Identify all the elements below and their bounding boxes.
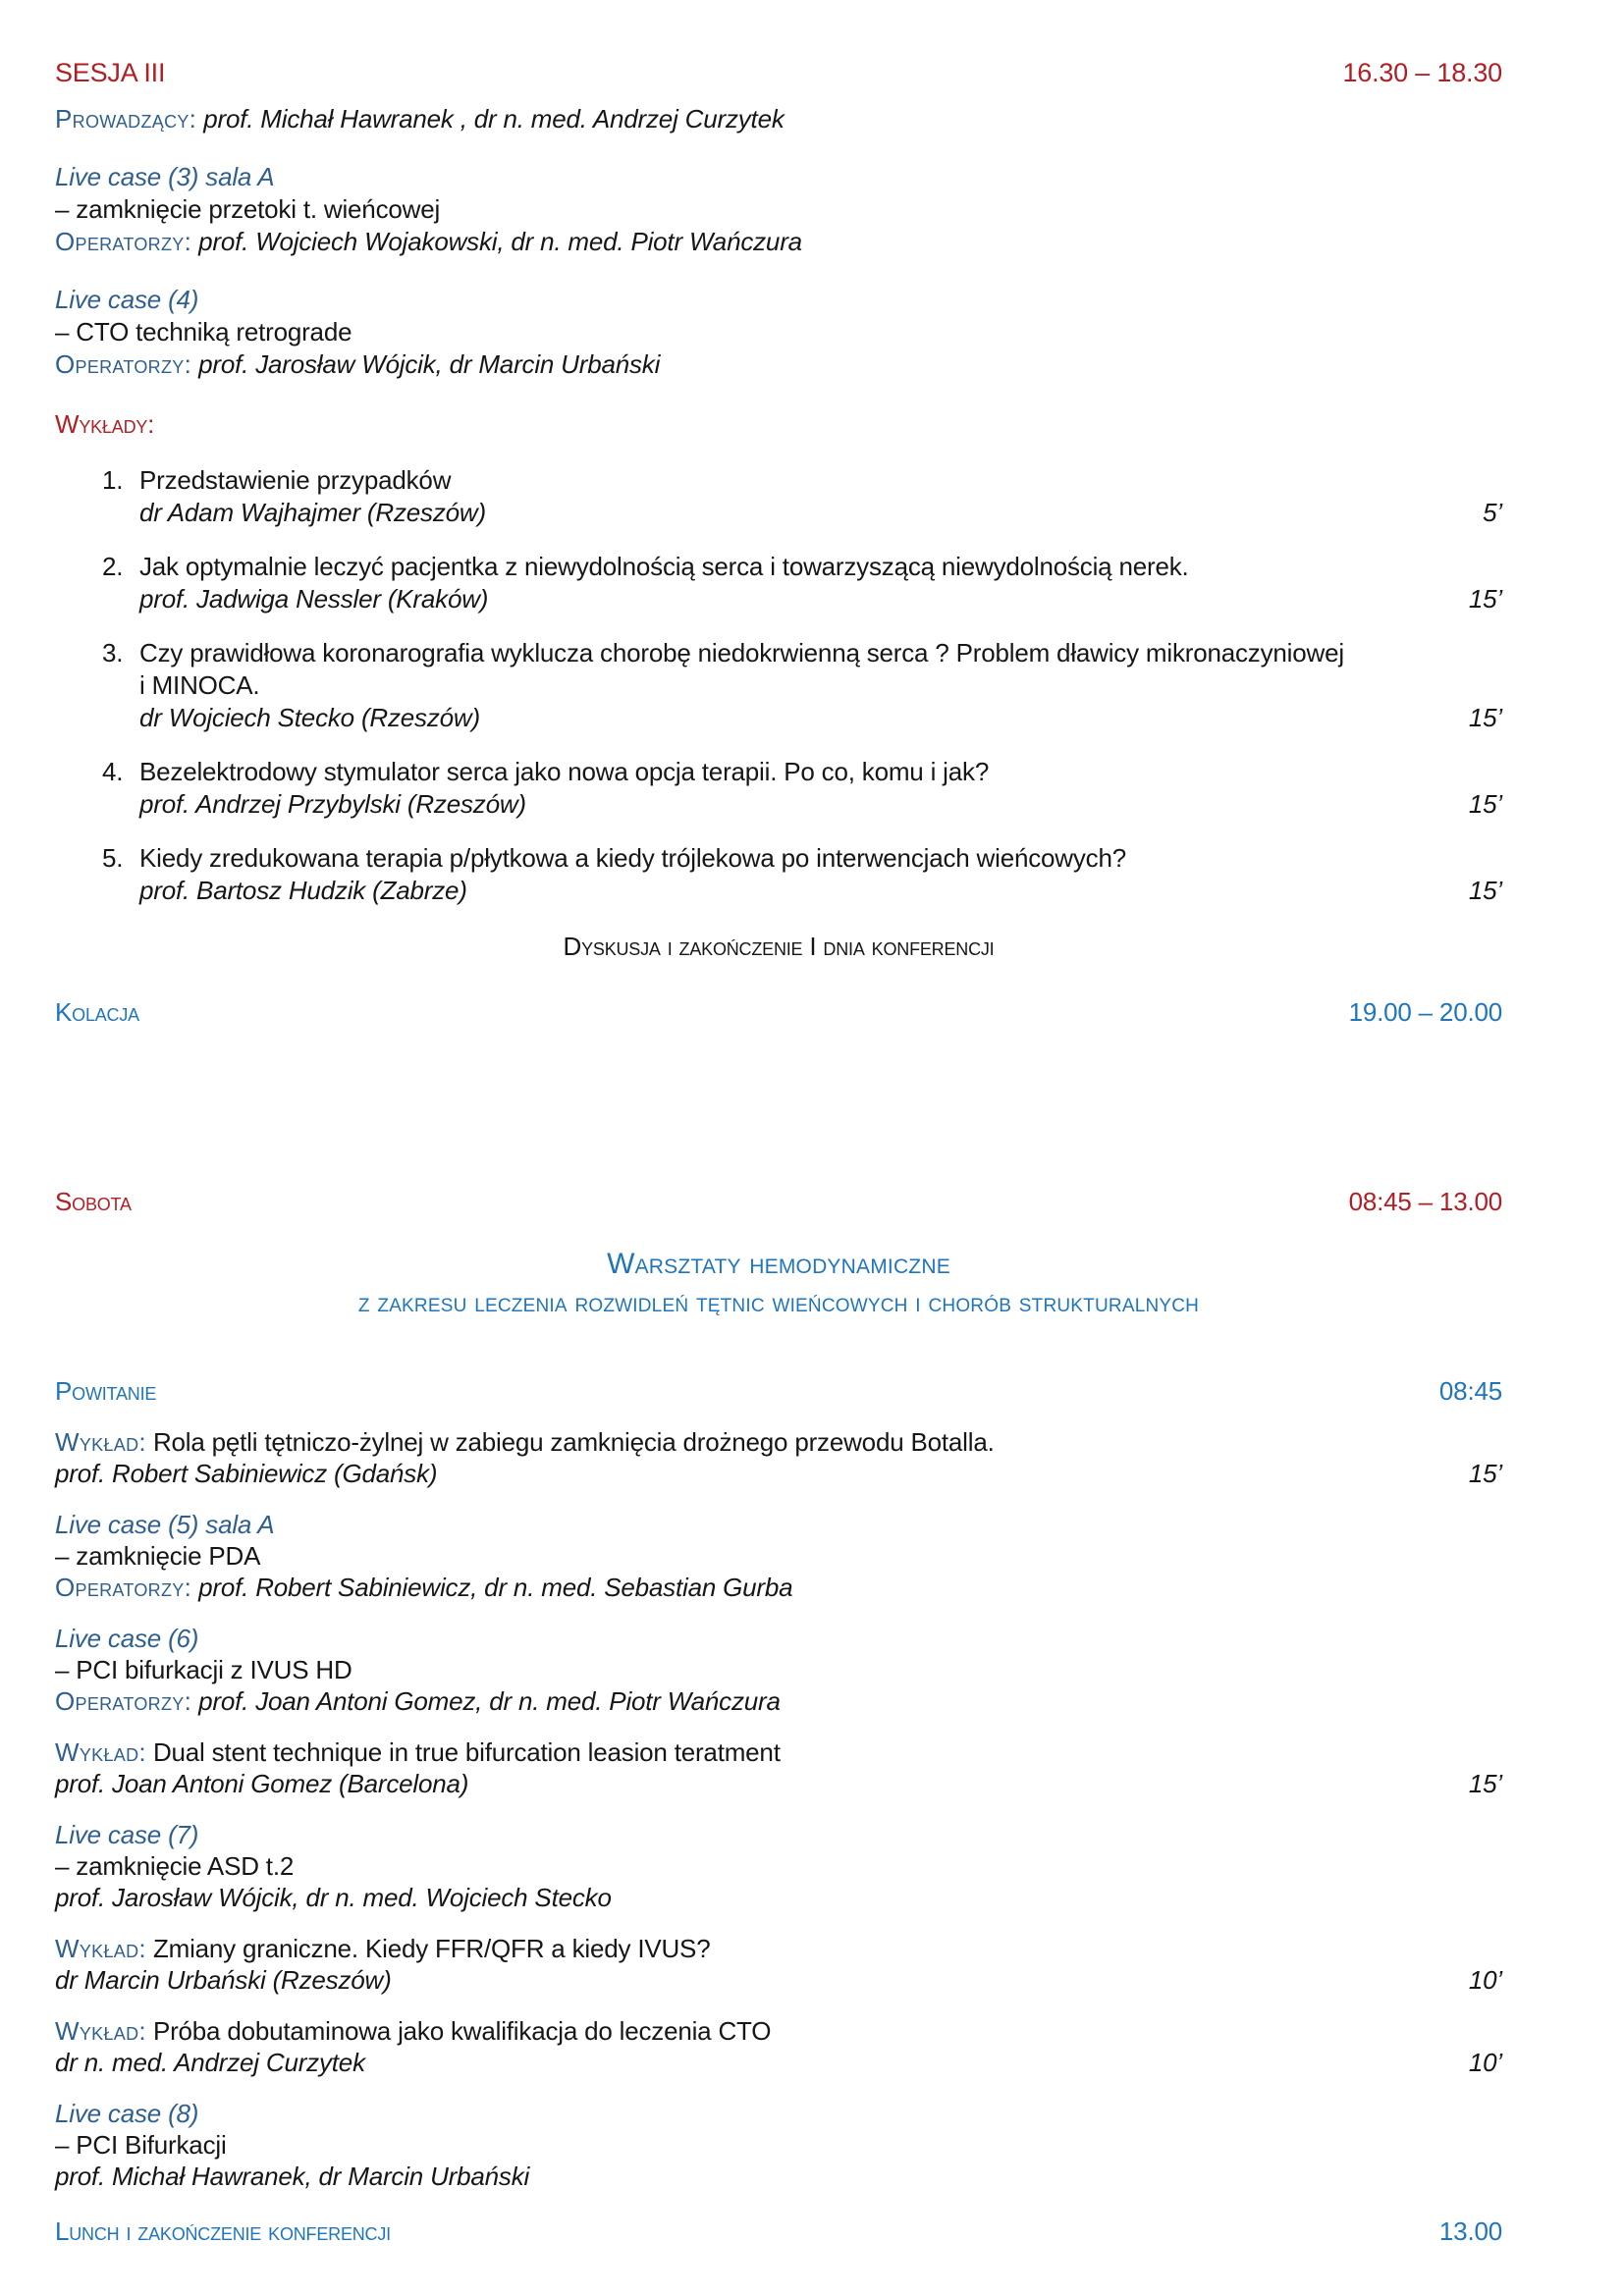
chair-names: prof. Michał Hawranek , dr n. med. Andrzej Curzytek <box>203 104 785 133</box>
lecture-line <box>55 2015 1502 2047</box>
lecture-speaker: prof. Bartosz Hudzik (Zabrze) <box>139 876 467 905</box>
welcome-time: 08:45 <box>1438 1376 1502 1406</box>
lecture-duration: 15’ <box>1468 789 1502 819</box>
lecture-line <box>55 1426 1502 1458</box>
saturday-day: Sobota <box>55 1187 132 1216</box>
live-case-7-label: Live case (7) <box>55 1820 199 1849</box>
lecture-label: Wykład: <box>55 1934 146 1963</box>
live-case-6-procedure: – PCI bifurkacji z IVUS HD <box>55 1655 352 1684</box>
saturday-time: 08:45 – 13.00 <box>1348 1187 1502 1216</box>
lecture-item-3 <box>102 637 1502 734</box>
lecture-title: Dual stent technique in true bifurcation leasion teratment <box>152 1737 781 1767</box>
live-case-5 <box>55 1509 1502 1603</box>
live-case-4-procedure: – CTO techniką retrograde <box>55 317 352 347</box>
live-case-7-procedure: – zamknięcie ASD t.2 <box>55 1851 295 1881</box>
session3-header <box>55 57 1502 89</box>
lecture-label: Wykład: <box>55 1427 146 1457</box>
lecture-speaker: prof. Joan Antoni Gomez (Barcelona) <box>55 1769 469 1798</box>
operators-label: Operatorzy: <box>55 349 192 379</box>
live-case-6-operators-line <box>55 1685 1502 1717</box>
live-case-6-label: Live case (6) <box>55 1624 199 1653</box>
saturday-program <box>55 1375 1502 2247</box>
lecture-title: Rola pętli tętniczo-żylnej w zabiegu zamknięcia drożnego przewodu Botalla. <box>152 1427 995 1457</box>
lectures-heading: Wykłady: <box>55 409 155 439</box>
lecture-duration: 10’ <box>1468 1965 1502 1995</box>
live-case-8-label: Live case (8) <box>55 2099 199 2128</box>
welcome-label: Powitanie <box>55 1376 157 1406</box>
live-case-4-operators-line <box>55 348 1502 381</box>
welcome-row <box>55 1375 1502 1407</box>
lecture-line <box>55 1736 1502 1768</box>
lecture-speaker: prof. Andrzej Przybylski (Rzeszów) <box>139 789 526 819</box>
live-case-3 <box>55 161 1502 258</box>
lecture-label: Wykład: <box>55 1737 146 1767</box>
lecture-speaker: dr Wojciech Stecko (Rzeszów) <box>139 703 480 732</box>
lecture-title-line2: i MINOCA. <box>139 670 260 700</box>
session3-title: SESJA III <box>55 58 166 87</box>
lecture-speaker: prof. Jadwiga Nessler (Kraków) <box>139 584 489 614</box>
operators-names: prof. Jarosław Wójcik, dr Marcin Urbański <box>198 349 661 379</box>
saturday-lecture-4 <box>55 2015 1502 2078</box>
lecture-duration: 15’ <box>1468 703 1502 732</box>
lecture-title: Kiedy zredukowana terapia p/płytkowa a kiedy trójlekowa po interwencjach wieńcowych? <box>139 843 1126 873</box>
lecture-speaker: dr Adam Wajhajmer (Rzeszów) <box>139 498 486 527</box>
operators-label: Operatorzy: <box>55 1573 192 1602</box>
live-case-5-operators-line <box>55 1572 1502 1603</box>
lecture-title: Przedstawienie przypadków <box>139 465 452 495</box>
live-case-8-procedure: – PCI Bifurkacji <box>55 2130 227 2160</box>
saturday-lecture-2 <box>55 1736 1502 1799</box>
lecture-number: 1. <box>102 465 124 495</box>
operators-names: prof. Joan Antoni Gomez, dr n. med. Piotr Wańczura <box>198 1686 781 1716</box>
dinner-time: 19.00 – 20.00 <box>1348 997 1502 1027</box>
lunch-label: Lunch i zakończenie konferencji <box>55 2216 391 2246</box>
lecture-duration: 5’ <box>1483 498 1502 527</box>
dinner-label: Kolacja <box>55 997 139 1027</box>
lecture-item-2 <box>102 551 1502 615</box>
lecture-list <box>55 464 1502 907</box>
workshop-subtitle: z zakresu leczenia rozwidleń tętnic wieńcowych i chorób strukturalnych <box>357 1288 1200 1317</box>
lecture-duration: 15’ <box>1468 584 1502 614</box>
operators-label: Operatorzy: <box>55 227 192 256</box>
lecture-duration: 15’ <box>1468 1769 1502 1798</box>
live-case-3-operators-line <box>55 226 1502 258</box>
lecture-line <box>55 1933 1502 1964</box>
lecture-title: Próba dobutaminowa jako kwalifikacja do leczenia CTO <box>152 2016 772 2046</box>
dinner-row <box>55 996 1502 1029</box>
lunch-time: 13.00 <box>1438 2216 1502 2246</box>
lecture-title: Czy prawidłowa koronarografia wyklucza chorobę niedokrwienną serca ? Problem dławicy mikronaczyniowej <box>139 638 1344 667</box>
live-case-6 <box>55 1623 1502 1717</box>
lecture-duration: 15’ <box>1468 1459 1502 1488</box>
lecture-item-1 <box>102 464 1502 529</box>
live-case-4 <box>55 284 1502 381</box>
chair-label: Prowadzący: <box>55 104 197 133</box>
lecture-label: Wykład: <box>55 2016 146 2046</box>
lecture-item-5 <box>102 842 1502 907</box>
lecture-number: 4. <box>102 757 124 786</box>
lecture-speaker: prof. Robert Sabiniewicz (Gdańsk) <box>55 1459 438 1488</box>
live-case-7-operators: prof. Jarosław Wójcik, dr n. med. Wojciech Stecko <box>55 1883 612 1912</box>
lecture-duration: 15’ <box>1468 876 1502 905</box>
live-case-8-operators: prof. Michał Hawranek, dr Marcin Urbański <box>55 2162 530 2191</box>
operators-names: prof. Robert Sabiniewicz, dr n. med. Sebastian Gurba <box>198 1573 793 1602</box>
lecture-number: 3. <box>102 638 124 667</box>
live-case-3-procedure: – zamknięcie przetoki t. wieńcowej <box>55 194 441 224</box>
lecture-title: Jak optymalnie leczyć pacjentka z niewydolnością serca i towarzyszącą niewydolnością nerek. <box>139 552 1189 581</box>
saturday-lecture-3 <box>55 1933 1502 1996</box>
lecture-duration: 10’ <box>1468 2048 1502 2077</box>
lecture-title: Zmiany graniczne. Kiedy FFR/QFR a kiedy IVUS? <box>152 1934 711 1963</box>
live-case-5-procedure: – zamknięcie PDA <box>55 1541 261 1571</box>
live-case-3-label: Live case (3) sala A <box>55 162 275 191</box>
lecture-speaker: dr Marcin Urbański (Rzeszów) <box>55 1965 392 1995</box>
workshop-title: Warsztaty hemodynamiczne <box>607 1248 950 1280</box>
lecture-number: 5. <box>102 843 124 873</box>
live-case-8 <box>55 2098 1502 2192</box>
lecture-speaker: dr n. med. Andrzej Curzytek <box>55 2048 365 2077</box>
live-case-7 <box>55 1819 1502 1913</box>
operators-names: prof. Wojciech Wojakowski, dr n. med. Piotr Wańczura <box>198 227 802 256</box>
lecture-number: 2. <box>102 552 124 581</box>
saturday-lecture-1 <box>55 1426 1502 1489</box>
live-case-5-label: Live case (5) sala A <box>55 1510 275 1539</box>
lecture-item-4 <box>102 756 1502 821</box>
operators-label: Operatorzy: <box>55 1686 192 1716</box>
lecture-title: Bezelektrodowy stymulator serca jako nowa opcja terapii. Po co, komu i jak? <box>139 757 990 786</box>
saturday-header <box>55 1186 1502 1218</box>
session3-time: 16.30 – 18.30 <box>1342 58 1502 87</box>
day1-closing: Dyskusja i zakończenie I dnia konferencji <box>563 932 995 961</box>
live-case-4-label: Live case (4) <box>55 285 199 314</box>
session3-chairs-line <box>55 103 1502 135</box>
lunch-row <box>55 2216 1502 2247</box>
